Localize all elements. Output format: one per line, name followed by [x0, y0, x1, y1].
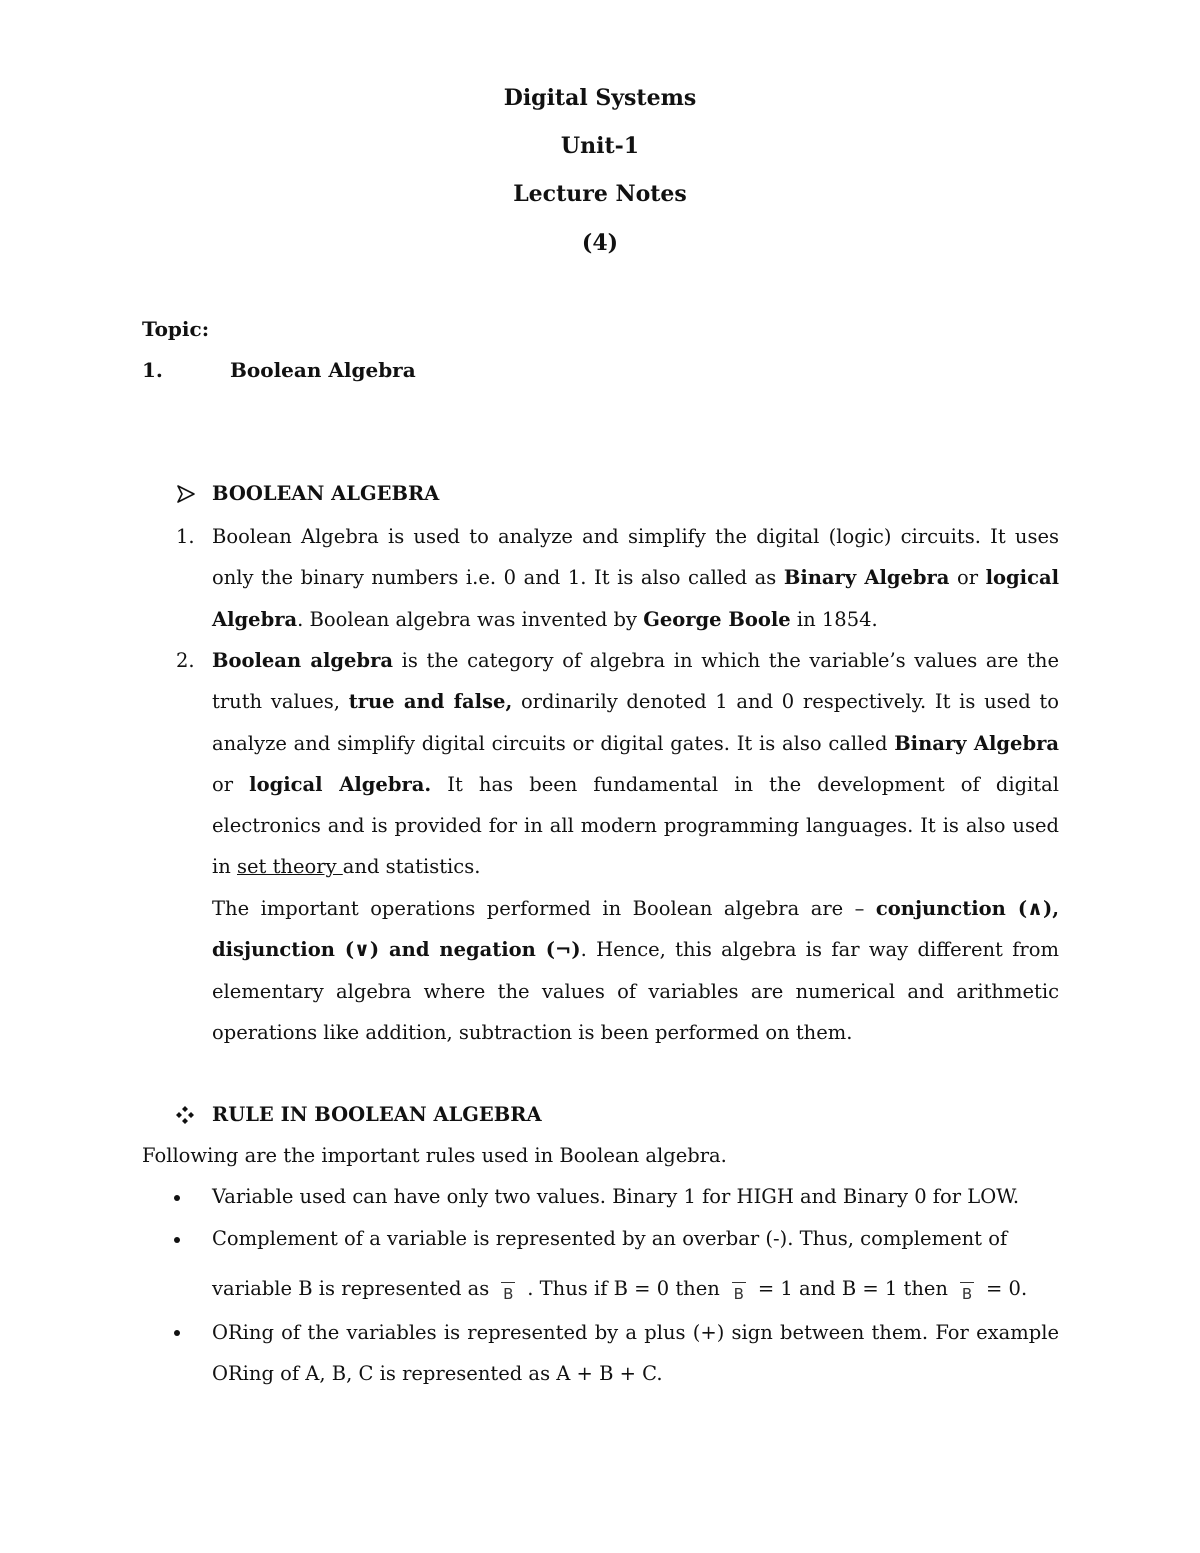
b2-text-a: variable B is represented as — [212, 1277, 490, 1300]
rule-bullet-2-line-2 — [212, 1276, 1027, 1304]
p2-text-a: is the category of algebra in which the variable’s values are the truth values, — [212, 649, 1059, 714]
p2-bold-logical-algebra: logical Algebra. — [249, 772, 432, 796]
topic-item-title: Boolean Algebra — [230, 358, 416, 382]
p2-text-c: ordinarily denoted 1 and 0 respectively. It is used to analyze and simplify digital circuits or digital gates. It is also called — [212, 690, 1059, 755]
rule-bullet-1: Variable used can have only two values. Binary 1 for HIGH and Binary 0 for LOW. — [212, 1185, 1020, 1208]
rule-bullet-2-line-1: Complement of a variable is represented by an overbar (-). Thus, complement of — [212, 1227, 1008, 1250]
doc-type-title: Lecture Notes — [513, 181, 687, 207]
p1-text-c: or — [949, 566, 986, 590]
b2-text-d: = 0. — [986, 1277, 1028, 1300]
p1-text-e: in 1854. — [790, 607, 878, 631]
bullet-dot — [174, 1195, 180, 1201]
paragraph-1-number: 1. — [176, 525, 195, 548]
p3-text-a: The important operations performed in Boolean algebra are – — [212, 897, 876, 920]
p2-text-e: It has been fundamental in the development of digital electronics and is provided for in all modern programming languages. It is also used in — [212, 772, 1059, 879]
bullet-dot — [174, 1330, 180, 1336]
p1-bold-george-boole: George Boole — [643, 607, 791, 631]
paragraph-2 — [212, 640, 1059, 888]
p3-text-c: . Hence, this algebra is far way different from elementary algebra where the values of variables are numerical and arithmetic operations like addition, subtraction is been performed on them. — [212, 938, 1059, 1044]
p1-text-d: . Boolean algebra was invented by — [297, 607, 644, 631]
paragraph-2-number: 2. — [176, 649, 195, 672]
p2-bold-binary-algebra: Binary Algebra — [894, 731, 1059, 755]
p3-bold-operations: conjunction (∧), disjunction (∨) and negation (¬) — [212, 897, 1059, 962]
rule-bullet-3: ORing of the variables is represented by a plus (+) sign between them. For example ORing of A, B, C is represented as A + B + C. — [212, 1321, 1059, 1386]
b2-text-b: . Thus if B = 0 then — [527, 1277, 720, 1300]
section1-heading: BOOLEAN ALGEBRA — [212, 482, 440, 505]
topic-item-number: 1. — [142, 358, 163, 382]
b-bar-symbol: B — [726, 1280, 752, 1304]
b-bar-symbol: B — [495, 1280, 521, 1304]
b2-text-c: = 1 and B = 1 then — [757, 1277, 948, 1300]
four-diamond-bullet-icon — [175, 1105, 195, 1125]
p1-text-a: Boolean Algebra is used to analyze and simplify the digital (logic) circuits. It uses only the binary numbers i.e. 0 and 1. It is also called as — [212, 525, 1059, 590]
p1-bold-logical-algebra: logical Algebra — [212, 566, 1059, 631]
course-title: Digital Systems — [503, 85, 697, 111]
paragraph-3 — [212, 888, 1059, 1053]
p2-text-d: or — [212, 772, 250, 796]
p2-bold-true-false: true and false, — [348, 690, 513, 714]
p2-bold-boolean-algebra: Boolean algebra — [212, 649, 393, 672]
bullet-dot — [174, 1237, 180, 1243]
lecture-number: (4) — [581, 230, 619, 256]
section2-heading: RULE IN BOOLEAN ALGEBRA — [212, 1103, 542, 1126]
topic-label: Topic: — [142, 317, 210, 341]
set-theory-link[interactable]: set theory — [237, 855, 343, 879]
b-bar-symbol: B — [954, 1280, 980, 1304]
paragraph-1 — [212, 516, 1059, 640]
p2-text-f: and statistics. — [342, 855, 481, 879]
arrowhead-bullet-icon — [176, 484, 196, 504]
rules-intro: Following are the important rules used in Boolean algebra. — [142, 1144, 727, 1167]
unit-title: Unit-1 — [560, 133, 640, 159]
p1-bold-binary-algebra: Binary Algebra — [783, 566, 950, 590]
